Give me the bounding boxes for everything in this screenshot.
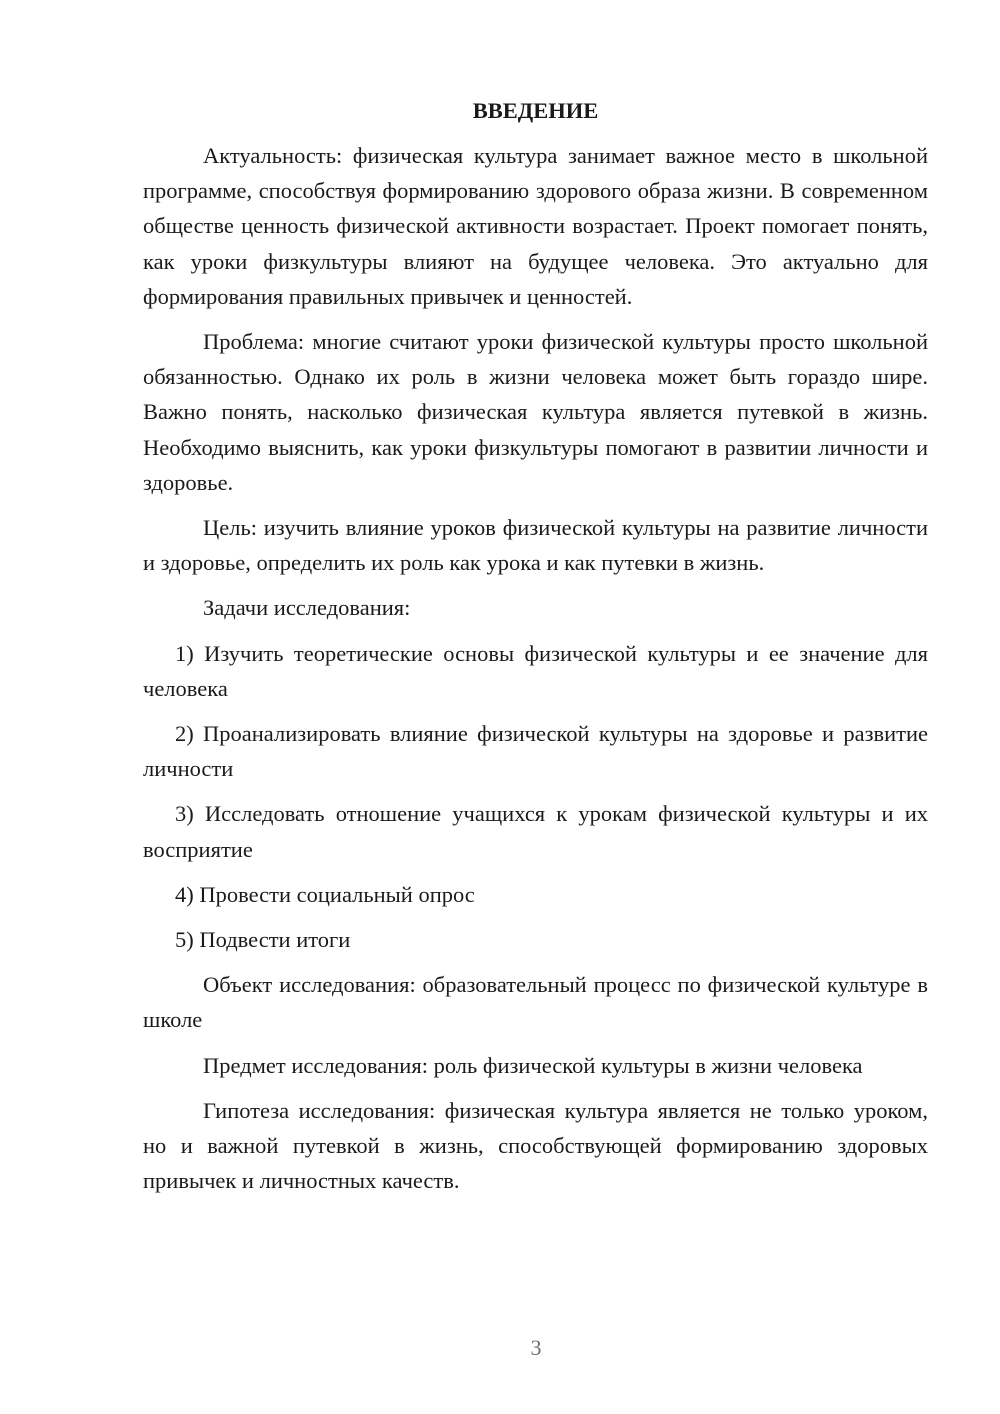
tasks-heading: Задачи исследования: [203,595,411,621]
section-title: ВВЕДЕНИЕ [472,98,599,123]
subject-paragraph: Предмет исследования: роль физической культуры в жизни человека [203,1052,863,1078]
hypothesis-paragraph: Гипотеза исследования: физическая культура является не только уроком, но и важной путевкой в жизнь, способствующей формированию здоровых привычек и личностных качеств. [143,1097,928,1194]
task-item-2: 2) Проанализировать влияние физической культуры на здоровье и развитие личности [143,721,928,782]
task-item-1: 1) Изучить теоретические основы физической культуры и ее значение для человека [143,640,928,701]
object-paragraph: Объект исследования: образовательный процесс по физической культуре в школе [143,972,928,1033]
page-number: 3 [530,1335,542,1360]
task-item-4: 4) Провести социальный опрос [175,881,475,907]
task-item-3: 3) Исследовать отношение учащихся к урокам физической культуры и их восприятие [143,801,928,862]
problem-paragraph: Проблема: многие считают уроки физической культуры просто школьной обязанностью. Однако их роль в жизни человека может быть гораздо шире. Важно понять, насколько физическая культура является путевкой в жизнь. Необходимо выяснить, как уроки физкультуры помогают в развитии личности и здоровье. [143,329,928,495]
goal-paragraph: Цель: изучить влияние уроков физической культуры на развитие личности и здоровье, определить их роль как урока и как путевки в жизнь. [143,515,928,576]
task-item-5: 5) Подвести итоги [175,927,351,953]
page-content [143,96,928,1208]
relevance-paragraph: Актуальность: физическая культура занимает важное место в школьной программе, способствуя формированию здорового образа жизни. В современном обществе ценность физической активности возрастает. Проект помогает понять, как уроки физкультуры влияют на будущее человека. Это актуально для формирования правильных привычек и ценностей. [143,143,928,309]
